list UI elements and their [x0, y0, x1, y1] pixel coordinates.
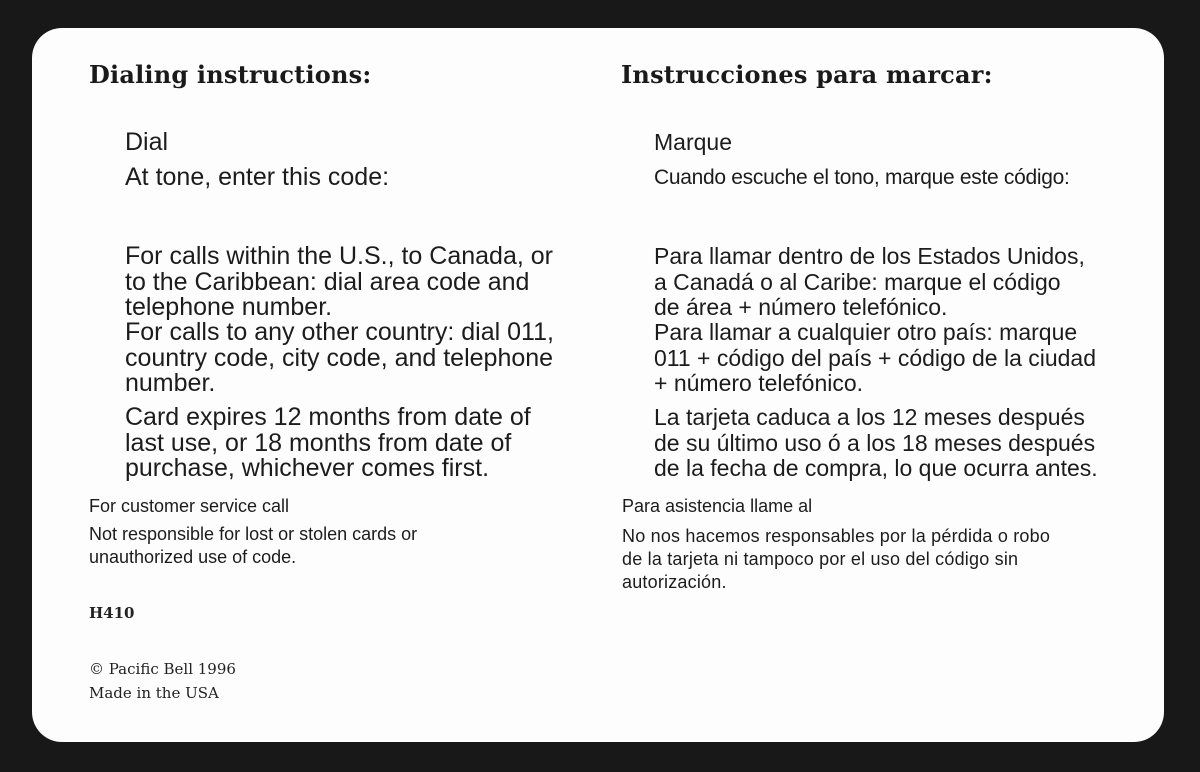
spanish-international-line: + número telefónico.	[654, 370, 864, 396]
spanish-expiry-line: de su último uso ó a los 18 meses después	[654, 429, 1096, 456]
english-expiry-line: last use, or 18 months from date of	[125, 428, 512, 457]
english-expiry-line: purchase, whichever comes first.	[125, 454, 490, 482]
english-at-tone-label: At tone, enter this code:	[125, 163, 390, 191]
product-code: H410	[89, 604, 135, 622]
english-domestic-instructions	[125, 244, 553, 321]
calling-card-back	[32, 28, 1164, 742]
spanish-expiry-line: de la fecha de compra, lo que ocurra antes.	[654, 455, 1098, 481]
spanish-domestic-line: Para llamar dentro de los Estados Unidos,	[654, 243, 1085, 269]
spanish-disclaimer-line: No nos hacemos responsables por la pérdida o robo	[622, 526, 1051, 546]
english-international-line: number.	[125, 369, 216, 397]
spanish-domestic-line: a Canadá o al Caribe: marque el código	[654, 268, 1061, 295]
spanish-expiry-line: La tarjeta caduca a los 12 meses después	[654, 404, 1085, 430]
spanish-international-line: Para llamar a cualquier otro país: marque	[654, 319, 1078, 345]
spanish-at-tone-label: Cuando escuche el tono, marque este código:	[654, 166, 1070, 189]
english-disclaimer-line: Not responsible for lost or stolen cards or	[89, 524, 418, 544]
copyright-notice	[89, 657, 236, 705]
english-international-line: For calls to any other country: dial 011,	[125, 318, 554, 346]
english-disclaimer-line: unauthorized use of code.	[89, 547, 297, 567]
spanish-heading: Instrucciones para marcar:	[621, 60, 993, 89]
spanish-dial-label: Marque	[654, 129, 732, 155]
spanish-international-line: 011 + código del país + código de la ciudad	[654, 344, 1097, 371]
spanish-domestic-instructions	[654, 244, 1085, 321]
english-dial-label: Dial	[125, 128, 169, 156]
spanish-domestic-line: de área + número telefónico.	[654, 294, 948, 320]
english-international-instructions	[125, 320, 554, 397]
english-international-line: country code, city code, and telephone	[125, 343, 554, 372]
english-disclaimer	[89, 523, 417, 569]
english-expiry-notice	[125, 405, 531, 482]
english-heading: Dialing instructions:	[89, 60, 372, 89]
spanish-international-instructions	[654, 320, 1096, 397]
english-domestic-line: For calls within the U.S., to Canada, or	[125, 242, 553, 270]
english-customer-service: For customer service call	[89, 496, 290, 516]
spanish-expiry-notice	[654, 405, 1098, 482]
english-domestic-line: to the Caribbean: dial area code and	[125, 267, 530, 296]
spanish-disclaimer	[622, 525, 1050, 594]
copyright-line: © Pacific Bell 1996	[89, 660, 236, 678]
spanish-disclaimer-line: autorización.	[622, 572, 727, 592]
made-in-line: Made in the USA	[89, 684, 219, 702]
spanish-disclaimer-line: de la tarjeta ni tampoco por el uso del código sin	[622, 549, 1019, 569]
english-expiry-line: Card expires 12 months from date of	[125, 403, 531, 431]
spanish-customer-service: Para asistencia llame al	[622, 496, 813, 516]
english-domestic-line: telephone number.	[125, 293, 333, 321]
